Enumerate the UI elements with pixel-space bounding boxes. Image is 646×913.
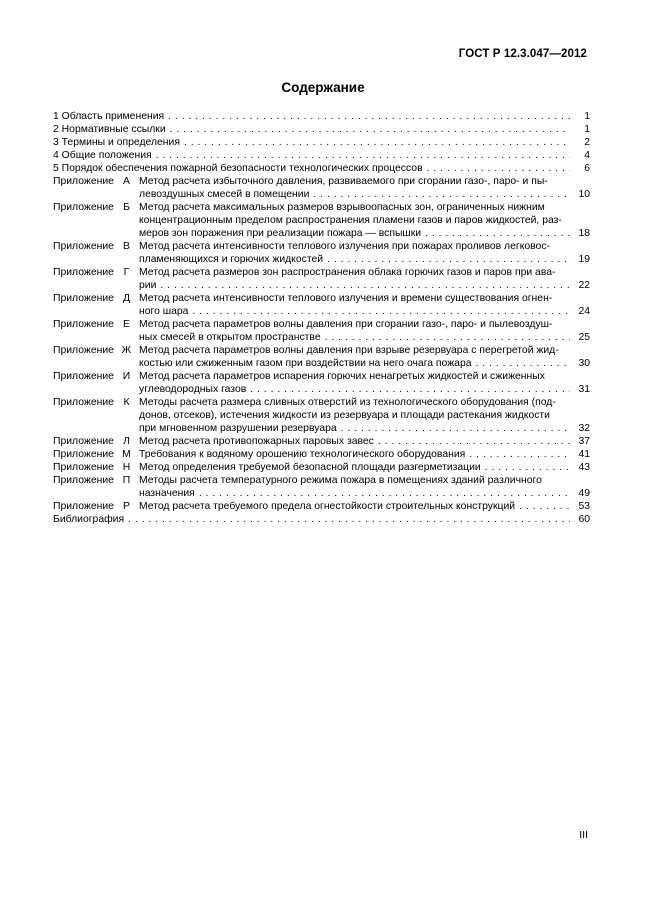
toc-page-number: 43 bbox=[578, 462, 590, 473]
appendix-letter: К bbox=[123, 397, 130, 408]
toc-entry[interactable] bbox=[53, 201, 590, 240]
toc-entry-title: 3 Термины и определения bbox=[53, 137, 180, 148]
toc-entry-title: Библиография bbox=[53, 514, 125, 525]
toc-page-number: 10 bbox=[578, 189, 590, 200]
toc-entry-text-line: Метод расчета параметров испарения горючих ненагретых жидкостей и сжиженных bbox=[139, 371, 545, 382]
appendix-label bbox=[53, 175, 139, 201]
appendix-word: Приложение bbox=[53, 371, 114, 382]
dot-leader bbox=[184, 136, 570, 149]
appendix-letter: Б bbox=[123, 202, 130, 213]
toc-entry[interactable] bbox=[53, 149, 590, 162]
toc-entry-title: меров зон поражения при реализации пожара — вспышки bbox=[139, 228, 422, 239]
toc-entry[interactable] bbox=[53, 461, 590, 474]
dot-leader bbox=[128, 513, 570, 526]
toc-entry[interactable] bbox=[53, 318, 590, 344]
toc-page-number: 49 bbox=[578, 488, 590, 499]
toc-page-number: 24 bbox=[578, 306, 590, 317]
toc-page-number: 37 bbox=[578, 436, 590, 447]
appendix-word: Приложение bbox=[53, 241, 114, 252]
appendix-letter: И bbox=[122, 371, 131, 382]
toc-entry-title: 2 Нормативные ссылки bbox=[53, 124, 166, 135]
appendix-word: Приложение bbox=[53, 397, 114, 408]
appendix-letter: Л bbox=[123, 436, 130, 447]
toc-entry[interactable] bbox=[53, 123, 590, 136]
toc-entry[interactable] bbox=[53, 513, 590, 526]
dot-leader bbox=[327, 253, 570, 266]
toc-entry-text-line: Метод расчета максимальных размеров взрывоопасных зон, ограниченных нижним bbox=[139, 202, 545, 213]
dot-leader bbox=[378, 435, 570, 448]
toc-entry-text-line: концентрационным пределом распространения пламени газов и паров жидкостей, раз- bbox=[139, 215, 562, 226]
toc-entry-text-line: Методы расчета размера сливных отверстий из технологического оборудования (под- bbox=[139, 397, 556, 408]
table-of-contents bbox=[53, 110, 590, 526]
toc-page-number: 41 bbox=[578, 449, 590, 460]
toc-entry-title: Метод расчета противопожарных паровых завес bbox=[139, 436, 374, 447]
toc-entry-title: пламеняющихся и горючих жидкостей bbox=[139, 254, 324, 265]
toc-entry[interactable] bbox=[53, 162, 590, 175]
toc-entry-text-line: Методы расчета температурного режима пожара в помещениях зданий различного bbox=[139, 475, 542, 486]
appendix-letter: А bbox=[123, 176, 130, 187]
toc-entry[interactable] bbox=[53, 240, 590, 266]
appendix-letter: Г bbox=[123, 267, 130, 278]
appendix-word: Приложение bbox=[53, 501, 114, 512]
toc-entry-title: левоздушных смесей в помещении bbox=[139, 189, 310, 200]
page-number-roman: III bbox=[579, 829, 588, 841]
toc-entry-text-line: Метод расчета интенсивности теплового излучения и времени существования огнен- bbox=[139, 293, 553, 304]
toc-page-number: 31 bbox=[578, 384, 590, 395]
dot-leader bbox=[519, 500, 570, 513]
page-title: Содержание bbox=[281, 80, 365, 95]
dot-leader bbox=[325, 331, 570, 344]
dot-leader bbox=[168, 110, 570, 123]
toc-entry[interactable] bbox=[53, 344, 590, 370]
toc-entry[interactable] bbox=[53, 110, 590, 123]
appendix-word: Приложение bbox=[53, 449, 114, 460]
toc-entry-title: ных смесей в открытом пространстве bbox=[139, 332, 321, 343]
dot-leader bbox=[160, 279, 570, 292]
toc-entry-title: 5 Порядок обеспечения пожарной безопасности технологических процессов bbox=[53, 163, 423, 174]
toc-page-number: 53 bbox=[578, 501, 590, 512]
toc-page-number: 1 bbox=[584, 124, 590, 135]
toc-page-number: 19 bbox=[578, 254, 590, 265]
toc-entry-title: Требования к водяному орошению технологического оборудования bbox=[139, 449, 466, 460]
appendix-label bbox=[53, 461, 139, 474]
dot-leader bbox=[476, 357, 570, 370]
appendix-letter: Д bbox=[122, 293, 130, 304]
dot-leader bbox=[425, 227, 570, 240]
toc-entry[interactable] bbox=[53, 370, 590, 396]
toc-entry[interactable] bbox=[53, 396, 590, 435]
toc-entry-title: костью или сжиженным газом при воздействии на него очага пожара bbox=[139, 358, 472, 369]
toc-page-number: 32 bbox=[578, 423, 590, 434]
toc-entry-title: при мгновенном разрушении резервуара bbox=[139, 423, 337, 434]
appendix-label bbox=[53, 448, 139, 461]
appendix-letter: М bbox=[122, 449, 131, 460]
appendix-word: Приложение bbox=[53, 345, 114, 356]
appendix-label bbox=[53, 435, 139, 448]
dot-leader bbox=[170, 123, 570, 136]
toc-entry[interactable] bbox=[53, 266, 590, 292]
toc-page-number: 22 bbox=[578, 280, 590, 291]
toc-entry-text-line: донов, отсеков), истечения жидкости из резервуара и площади растекания жидкости bbox=[139, 410, 550, 421]
appendix-letter: Р bbox=[123, 501, 130, 512]
toc-entry-title: назначения bbox=[139, 488, 195, 499]
appendix-label bbox=[53, 266, 139, 292]
appendix-letter: Ж bbox=[121, 345, 132, 356]
dot-leader bbox=[192, 305, 570, 318]
toc-entry-text-line: Метод расчета параметров волны давления при взрыве резервуара с перегретой жид- bbox=[139, 345, 559, 356]
toc-page-number: 30 bbox=[578, 358, 590, 369]
toc-entry-title: 4 Общие положения bbox=[53, 150, 152, 161]
toc-entry-title: Метод определения требуемой безопасной площади разгерметизации bbox=[139, 462, 481, 473]
appendix-label bbox=[53, 370, 139, 396]
toc-entry-title: 1 Область применения bbox=[53, 111, 165, 122]
appendix-word: Приложение bbox=[53, 293, 114, 304]
appendix-letter: Е bbox=[123, 319, 130, 330]
dot-leader bbox=[250, 383, 570, 396]
appendix-letter: В bbox=[123, 241, 130, 252]
dot-leader bbox=[427, 162, 570, 175]
appendix-letter: Н bbox=[122, 462, 131, 473]
appendix-word: Приложение bbox=[53, 267, 114, 278]
toc-page-number: 4 bbox=[584, 150, 590, 161]
appendix-word: Приложение bbox=[53, 202, 114, 213]
toc-entry[interactable] bbox=[53, 500, 590, 513]
toc-entry[interactable] bbox=[53, 474, 590, 500]
toc-page-number: 2 bbox=[584, 137, 590, 148]
dot-leader bbox=[199, 487, 570, 500]
appendix-letter: П bbox=[122, 475, 131, 486]
toc-entry-text-line: Метод расчета избыточного давления, развиваемого при сгорании газо-, паро- и пы- bbox=[139, 176, 548, 187]
standard-designation: ГОСТ Р 12.3.047—2012 bbox=[458, 48, 587, 60]
toc-entry[interactable] bbox=[53, 175, 590, 201]
toc-entry[interactable] bbox=[53, 292, 590, 318]
dot-leader bbox=[313, 188, 570, 201]
appendix-label bbox=[53, 344, 139, 370]
appendix-label bbox=[53, 500, 139, 513]
appendix-label bbox=[53, 474, 139, 500]
appendix-label bbox=[53, 201, 139, 240]
dot-leader bbox=[156, 149, 570, 162]
appendix-word: Приложение bbox=[53, 436, 114, 447]
toc-entry-title: рии bbox=[139, 280, 157, 291]
toc-page-number: 60 bbox=[578, 514, 590, 525]
toc-page-number: 18 bbox=[578, 228, 590, 239]
appendix-word: Приложение bbox=[53, 475, 114, 486]
toc-page-number: 25 bbox=[578, 332, 590, 343]
toc-entry-title: Метод расчета требуемого предела огнестойкости строительных конструкций bbox=[139, 501, 516, 512]
appendix-label bbox=[53, 318, 139, 344]
appendix-word: Приложение bbox=[53, 462, 114, 473]
dot-leader bbox=[341, 422, 570, 435]
toc-entry-title: ного шара bbox=[139, 306, 189, 317]
toc-entry[interactable] bbox=[53, 136, 590, 149]
toc-entry[interactable] bbox=[53, 448, 590, 461]
toc-entry[interactable] bbox=[53, 435, 590, 448]
dot-leader bbox=[469, 448, 570, 461]
toc-entry-text-line: Метод расчета параметров волны давления при сгорании газо-, паро- и пылевоздуш- bbox=[139, 319, 553, 330]
appendix-word: Приложение bbox=[53, 319, 114, 330]
toc-page-number: 1 bbox=[584, 111, 590, 122]
appendix-label bbox=[53, 292, 139, 318]
toc-entry-text-line: Метод расчета размеров зон распространения облака горючих газов и паров при ава- bbox=[139, 267, 556, 278]
toc-entry-text-line: Метод расчета интенсивности теплового излучения при пожарах проливов легковос- bbox=[139, 241, 550, 252]
appendix-word: Приложение bbox=[53, 176, 114, 187]
appendix-label bbox=[53, 396, 139, 435]
toc-page-number: 6 bbox=[584, 163, 590, 174]
dot-leader bbox=[485, 461, 570, 474]
toc-entry-title: углеводородных газов bbox=[139, 384, 247, 395]
appendix-label bbox=[53, 240, 139, 266]
